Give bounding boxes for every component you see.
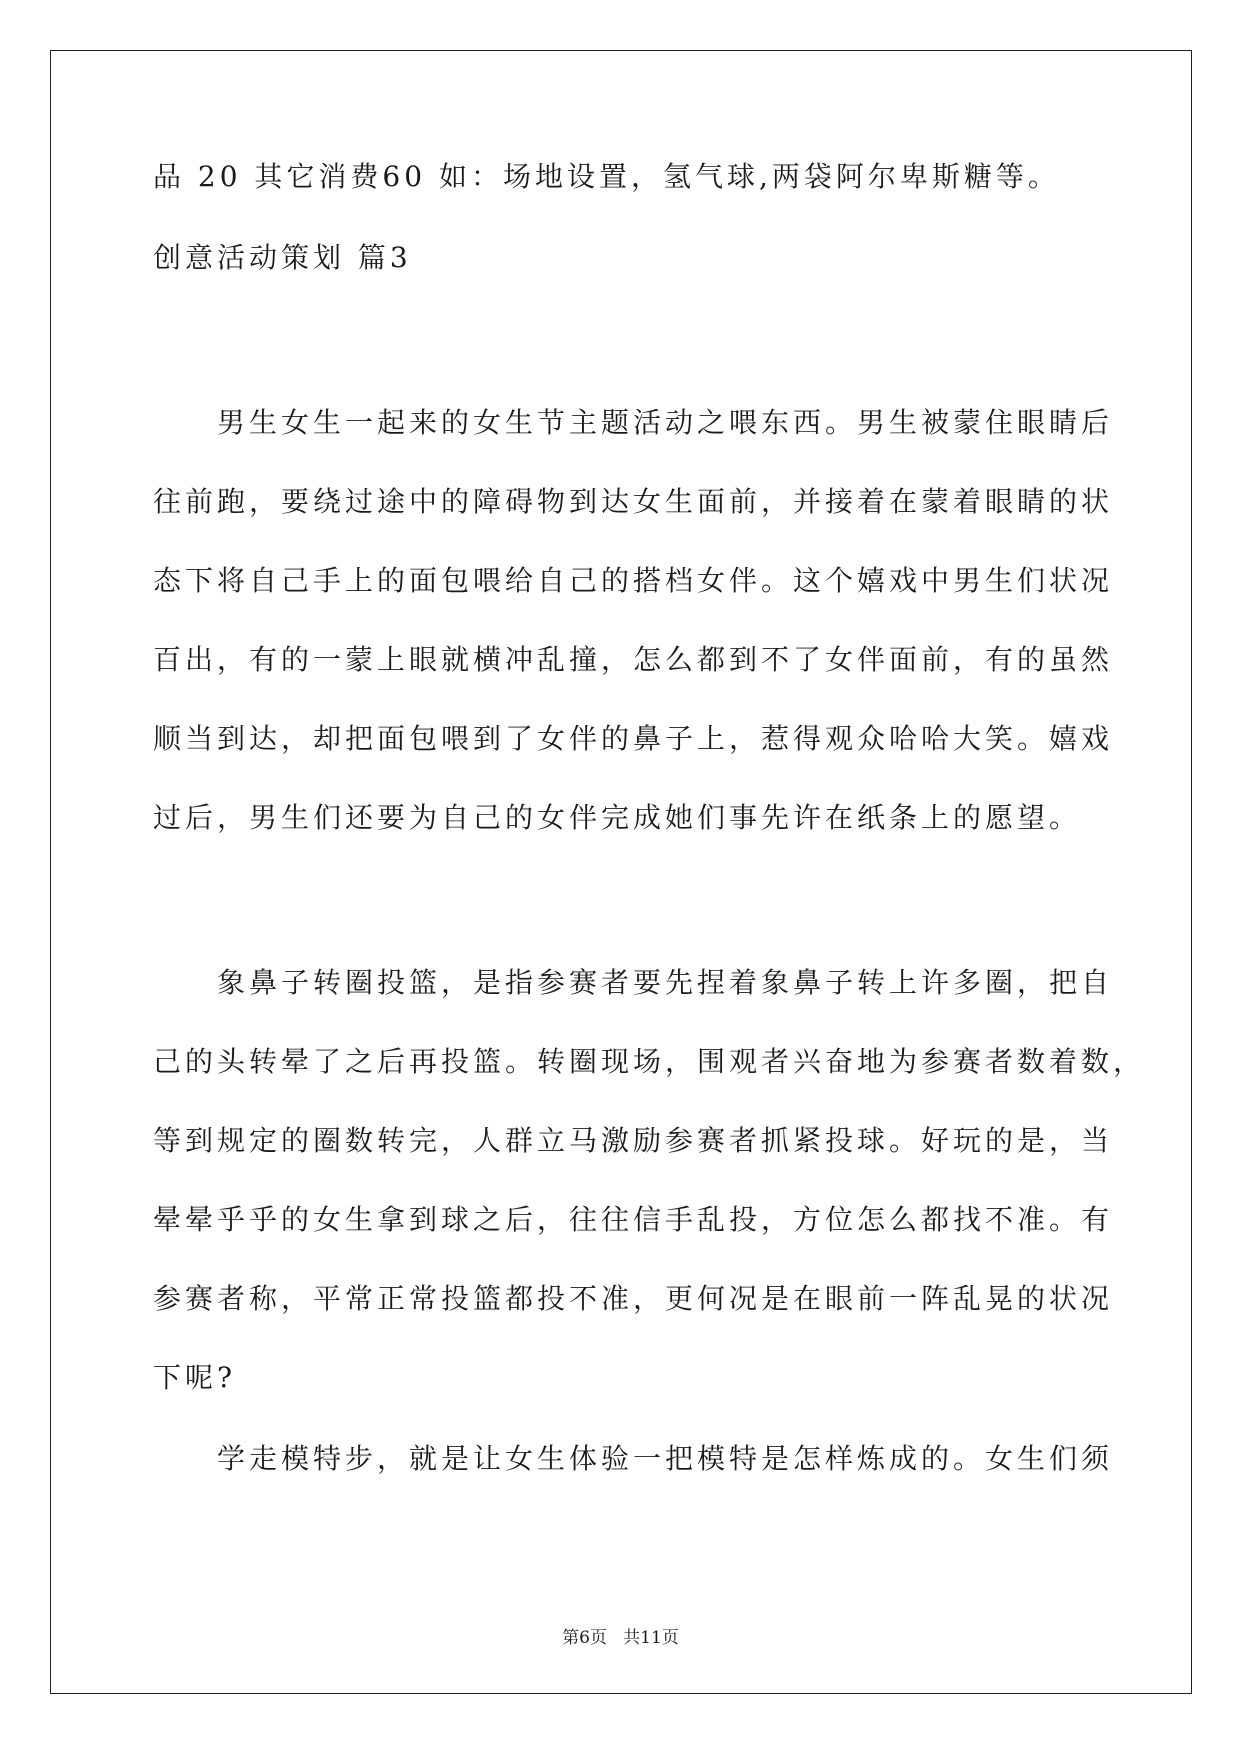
paragraph-2-line-5: 参赛者称，平常正常投篮都投不准，更何况是在眼前一阵乱晃的状况 xyxy=(153,1282,1114,1315)
paragraph-1-line-6: 过后，男生们还要为自己的女伴完成她们事先许在纸条上的愿望。 xyxy=(153,801,1082,834)
paragraph-2-line-4: 晕晕乎乎的女生拿到球之后，往往信手乱投，方位怎么都找不准。有 xyxy=(153,1203,1114,1236)
paragraph-3-line-1: 学走模特步，就是让女生体验一把模特是怎样炼成的。女生们须 xyxy=(153,1442,1114,1475)
paragraph-1-line-5: 顺当到达，却把面包喂到了女伴的鼻子上，惹得观众哈哈大笑。嬉戏 xyxy=(153,722,1114,755)
text-line-continuation: 品 20 其它消费60 如：场地设置，氢气球,两袋阿尔卑斯糖等。 xyxy=(153,160,1060,193)
paragraph-2-line-2: 己的头转晕了之后再投篮。转圈现场，围观者兴奋地为参赛者数着数， xyxy=(153,1045,1146,1078)
paragraph-1-line-1: 男生女生一起来的女生节主题活动之喂东西。男生被蒙住眼睛后 xyxy=(153,406,1114,439)
paragraph-1-line-2: 往前跑，要绕过途中的障碍物到达女生面前，并接着在蒙着眼睛的状 xyxy=(153,485,1114,518)
paragraph-1-line-4: 百出，有的一蒙上眼就横冲乱撞，怎么都到不了女伴面前，有的虽然 xyxy=(153,643,1114,676)
paragraph-2-line-1: 象鼻子转圈投篮，是指参赛者要先捏着象鼻子转上许多圈，把自 xyxy=(153,966,1114,999)
paragraph-2-line-3: 等到规定的圈数转完，人群立马激励参赛者抓紧投球。好玩的是，当 xyxy=(153,1124,1114,1157)
paragraph-1-line-3: 态下将自己手上的面包喂给自己的搭档女伴。这个嬉戏中男生们状况 xyxy=(153,564,1114,597)
paragraph-2-line-6: 下呢? xyxy=(153,1361,237,1394)
section-heading: 创意活动策划 篇3 xyxy=(153,241,412,274)
page-footer: 第6页 共11页 xyxy=(562,1628,679,1648)
